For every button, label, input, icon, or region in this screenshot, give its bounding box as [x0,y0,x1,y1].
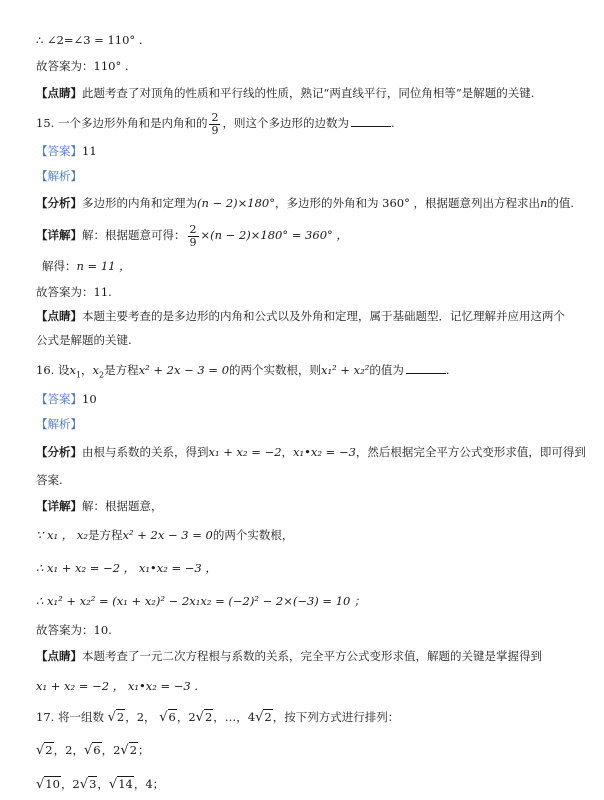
fraction-2-9: $\frac{2}{9}$ [211,110,219,137]
question-16: 16. 设$x_1$，$x_2$是方程x² + 2x − 3 = 0的两个实数根，则x₁² + x₂²的值为 . [36,363,450,380]
sqrt-2: √2 [107,710,125,725]
answer-q15: 【答案】11 [36,144,97,158]
therefore-q16-1: ∴ x₁ + x₂ = −2 ， x₁•x₂ = −3 ， [36,561,217,575]
remark-q15-line1: 【点睛】本题主要考查的是多边形的内角和公式以及外角和定理，属于基础题型．记忆理解并应用这两个 [36,309,565,323]
remark-q15-line2: 公式是解题的关键. [36,333,132,347]
sqrt-2: √2 [195,710,213,725]
sqrt-6: √6 [83,743,101,758]
detail-q15: 【详解】解：根据题意可得： $\frac{2}{9}$ ×(n − 2)×180° = 360° ， [36,222,348,249]
therefore-q16-2: ∴ x₁² + x₂² = (x₁ + x₂)² − 2x₁x₂ = (−2)² − 2×(−3) = 10 ； [36,594,366,608]
since-q16: ∵ x₁ ， x₂是方程x² + 2x − 3 = 0的两个实数根， [36,528,294,542]
sequence-row-1: √2，2，√6，2√2； [36,743,150,758]
question-17: 17. 将一组数 √2，2， √6，2√2，…，4√2，按下列方式进行排列： [36,710,400,725]
analysis-q15: 【分析】多边形的内角和定理为(n − 2)×180°，多边形的外角和为 360° ，根据题意列出方程求出n的值. [36,196,575,210]
sqrt-2: √2 [120,743,138,758]
remark-q14: 【点睛】此题考查了对顶角的性质和平行线的性质，熟记“两直线平行，同位角相等”是解题的关键. [36,86,535,100]
analysis-q16-line2: 答案. [36,473,63,487]
sqrt-2: √2 [255,710,272,725]
sqrt-3: √3 [79,777,97,792]
answer-blank [406,363,446,374]
sqrt-14: √14 [108,777,133,792]
answer-line-q14: 故答案为：110° . [36,59,129,73]
conclusion-angle-line: ∴ ∠2=∠3 = 110° . [36,33,143,47]
answer-line-q15: 故答案为：11. [36,285,112,299]
sequence-row-2: √10，2√3，√14，4； [36,777,165,792]
solve-q15: 解得：n = 11 ， [42,259,131,273]
question-15: 15. 一个多边形外角和是内角和的 $\frac{2}{9}$ ，则这个多边形的边数为 . [36,110,395,137]
remark-q16-line1: 【点睛】本题考查了一元二次方程根与系数的关系，完全平方公式变形求值，解题的关键是掌握得到 [36,649,542,663]
sqrt-10: √10 [36,777,60,792]
answer-blank [351,116,391,127]
analysis-heading-q16: 【解析】 [36,417,82,431]
sqrt-2: √2 [36,743,53,758]
answer-q16: 【答案】10 [36,392,97,406]
remark-q16-line2: x₁ + x₂ = −2 ， x₁•x₂ = −3 . [36,679,199,693]
detail-q16: 【详解】解：根据题意， [36,499,163,513]
sqrt-6: √6 [159,710,176,725]
answer-line-q16: 故答案为：10. [36,623,112,637]
analysis-heading-q15: 【解析】 [36,169,82,183]
fraction-2-9: $\frac{2}{9}$ [189,222,197,249]
analysis-q16-line1: 【分析】由根与系数的关系，得到x₁ + x₂ = −2，x₁•x₂ = −3，然后根据完全平方公式变形求值，即可得到 [36,445,586,459]
